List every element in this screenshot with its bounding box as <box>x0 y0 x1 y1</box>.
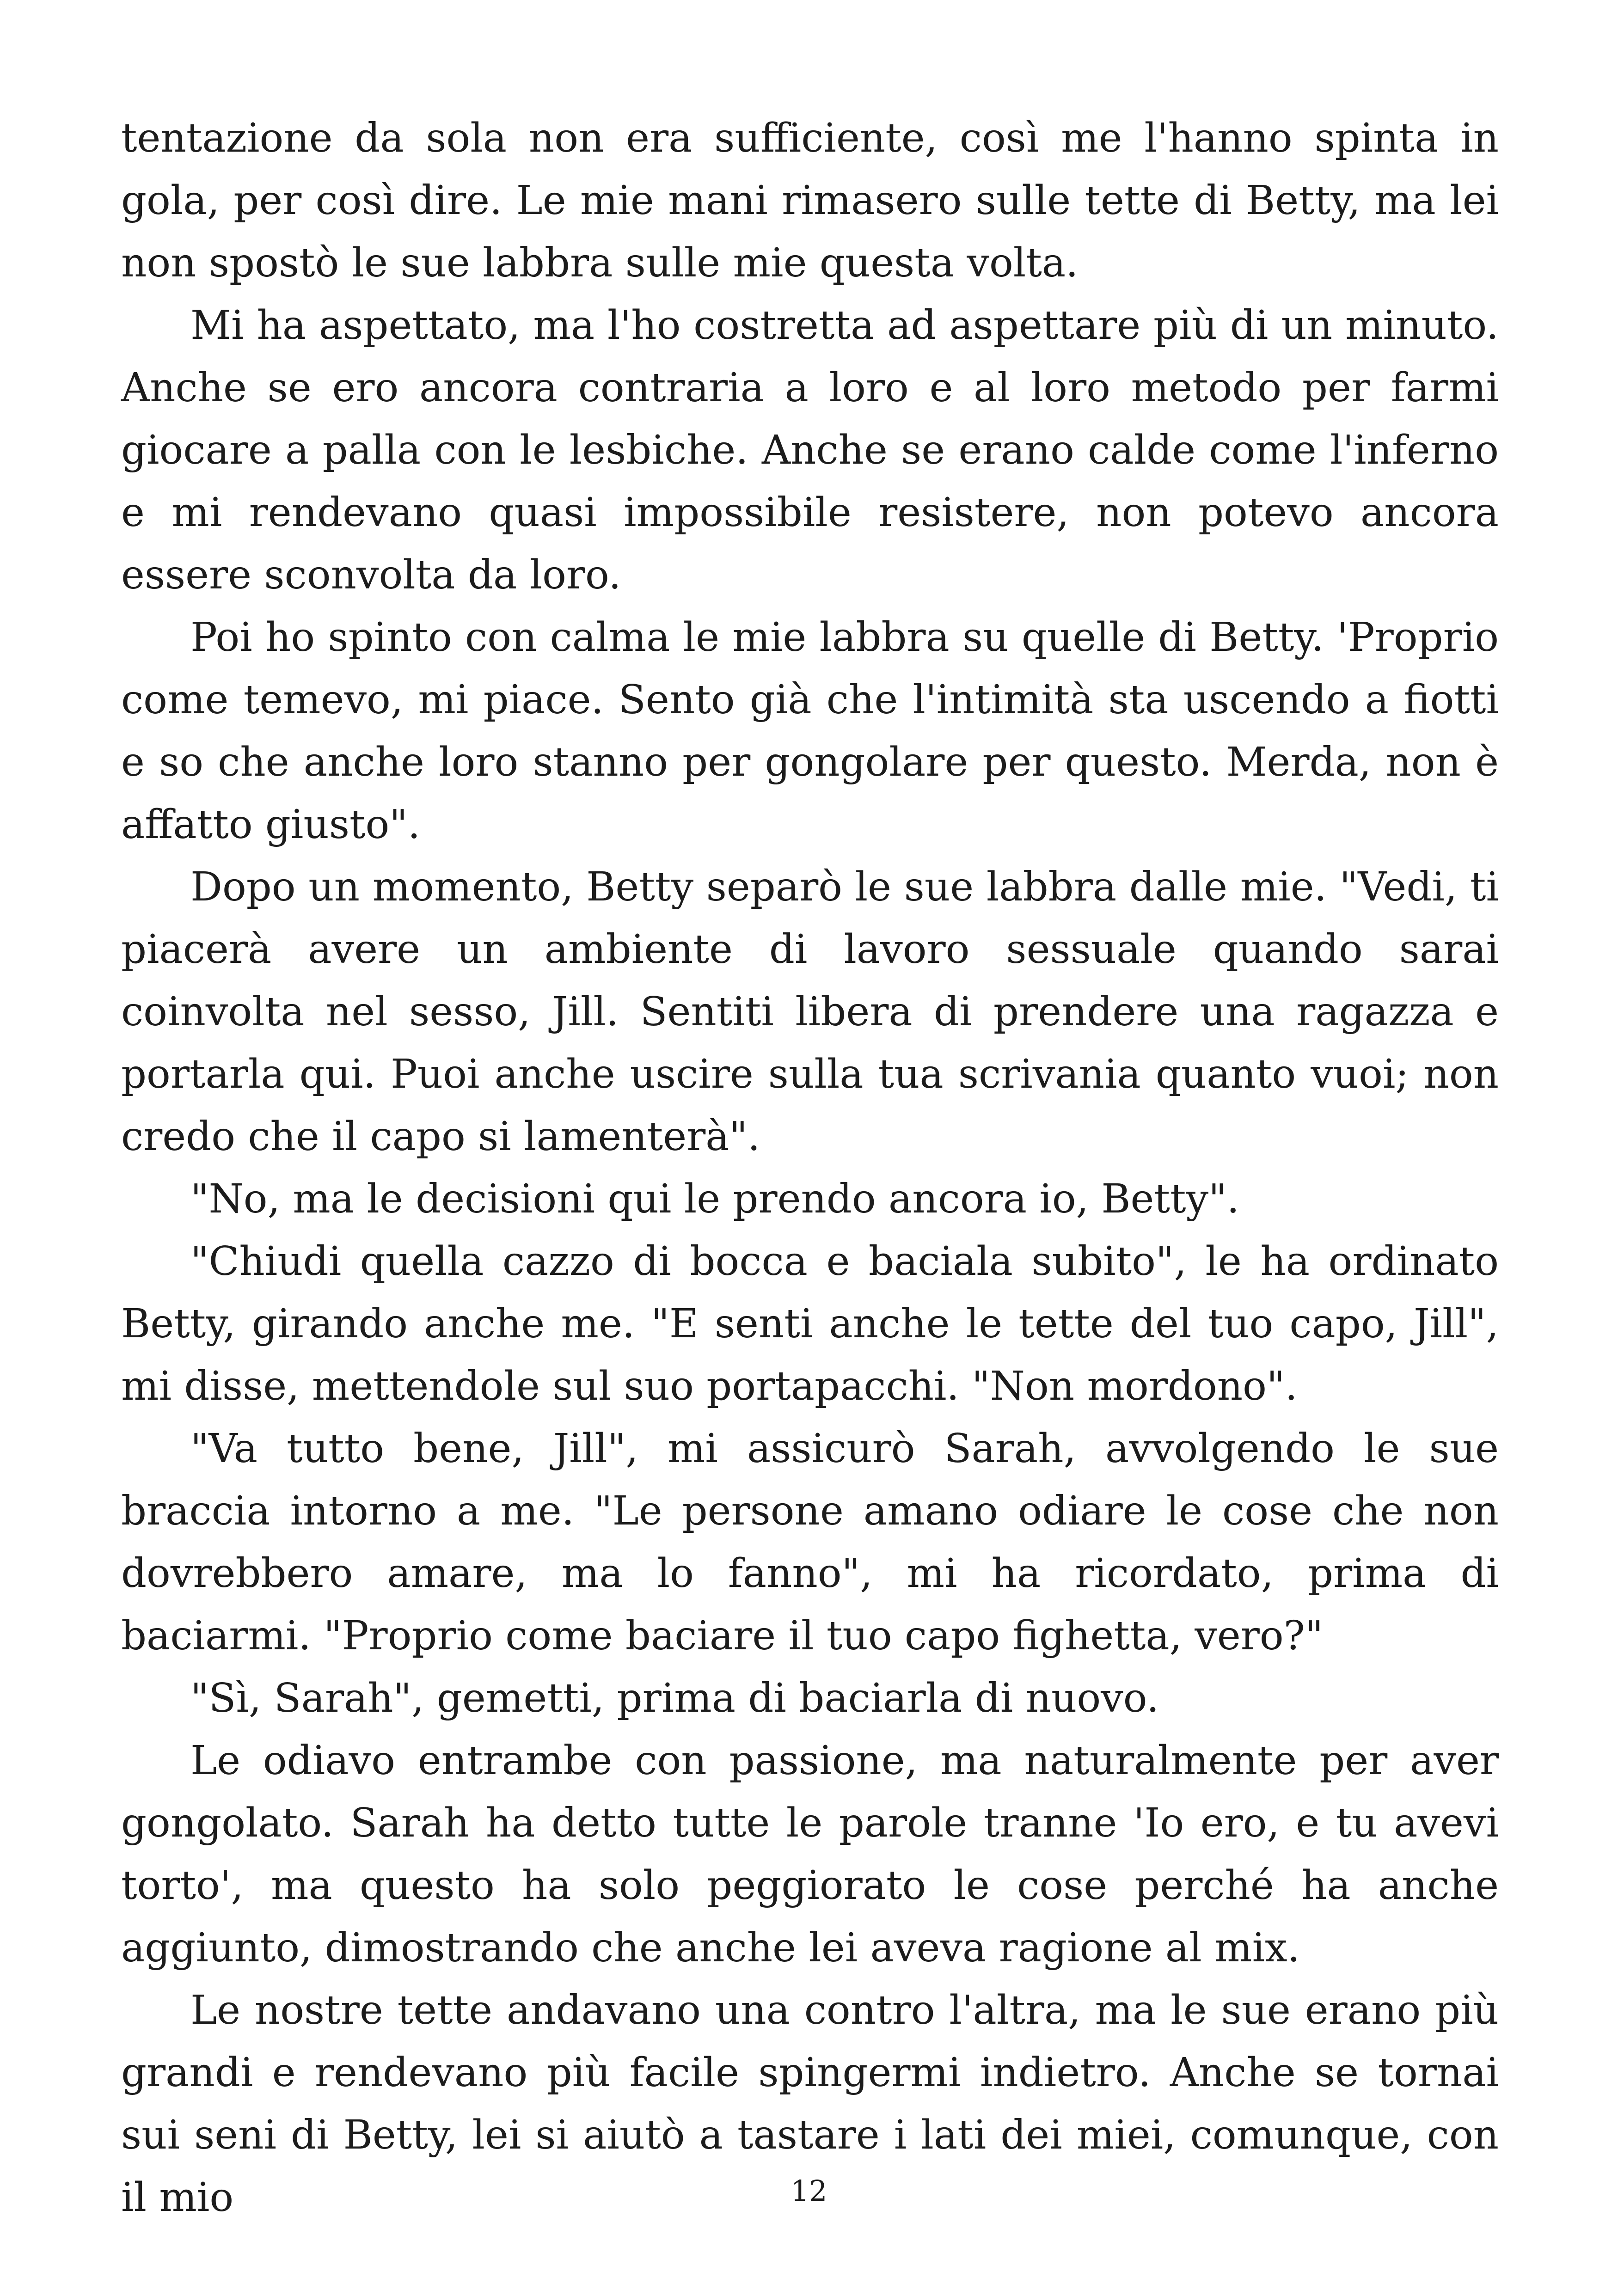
paragraph: Poi ho spinto con calma le mie labbra su quelle di Betty. 'Proprio come temevo, mi piace. Sento già che l'intimità sta uscendo a fiotti e so che anche loro stanno per gongolare per questo. Merda, non è affatto giusto". <box>121 614 1499 848</box>
paragraph: "No, ma le decisioni qui le prendo ancora io, Betty". <box>190 1176 1240 1222</box>
body-text <box>121 107 1499 2229</box>
paragraph: Mi ha aspettato, ma l'ho costretta ad aspettare più di un minuto. Anche se ero ancora contraria a loro e al loro metodo per farmi giocare a palla con le lesbiche. Anche se erano calde come l'inferno e mi rendevano quasi impossibile resistere, non potevo ancora essere sconvolta da loro. <box>121 302 1499 598</box>
paragraph: Le odiavo entrambe con passione, ma naturalmente per aver gongolato. Sarah ha detto tutte le parole tranne 'Io ero, e tu avevi torto', ma questo ha solo peggiorato le cose perché ha anche aggiunto, dimostrando che anche lei aveva ragione al mix. <box>121 1738 1499 1971</box>
paragraph: Dopo un momento, Betty separò le sue labbra dalle mie. "Vedi, ti piacerà avere un ambiente di lavoro sessuale quando sarai coinvolta nel sesso, Jill. Sentiti libera di prendere una ragazza e portarla qui. Puoi anche uscire sulla tua scrivania quanto vuoi; non credo che il capo si lamenterà". <box>121 864 1499 1160</box>
paragraph: "Va tutto bene, Jill", mi assicurò Sarah, avvolgendo le sue braccia intorno a me. "Le persone amano odiare le cose che non dovrebbero amare, ma lo fanno", mi ha ricordato, prima di baciarmi. "Proprio come baciare il tuo capo fighetta, vero?" <box>121 1426 1499 1659</box>
paragraph: tentazione da sola non era sufficiente, così me l'hanno spinta in gola, per così dire. Le mie mani rimasero sulle tette di Betty, ma lei non spostò le sue labbra sulle mie questa volta. <box>121 115 1499 286</box>
paragraph: "Chiudi quella cazzo di bocca e baciala subito", le ha ordinato Betty, girando anche me. "E senti anche le tette del tuo capo, Jill", mi disse, mettendole sul suo portapacchi. "Non mordono". <box>121 1238 1499 1409</box>
paragraph: "Sì, Sarah", gemetti, prima di baciarla di nuovo. <box>190 1675 1159 1721</box>
page-number: 12 <box>791 2174 827 2208</box>
paragraph: Le nostre tette andavano una contro l'altra, ma le sue erano più grandi e rendevano più facile spingermi indietro. Anche se tornai sui seni di Betty, lei si aiutò a tastare i lati dei miei, comunque, con il mio <box>121 1987 1499 2221</box>
